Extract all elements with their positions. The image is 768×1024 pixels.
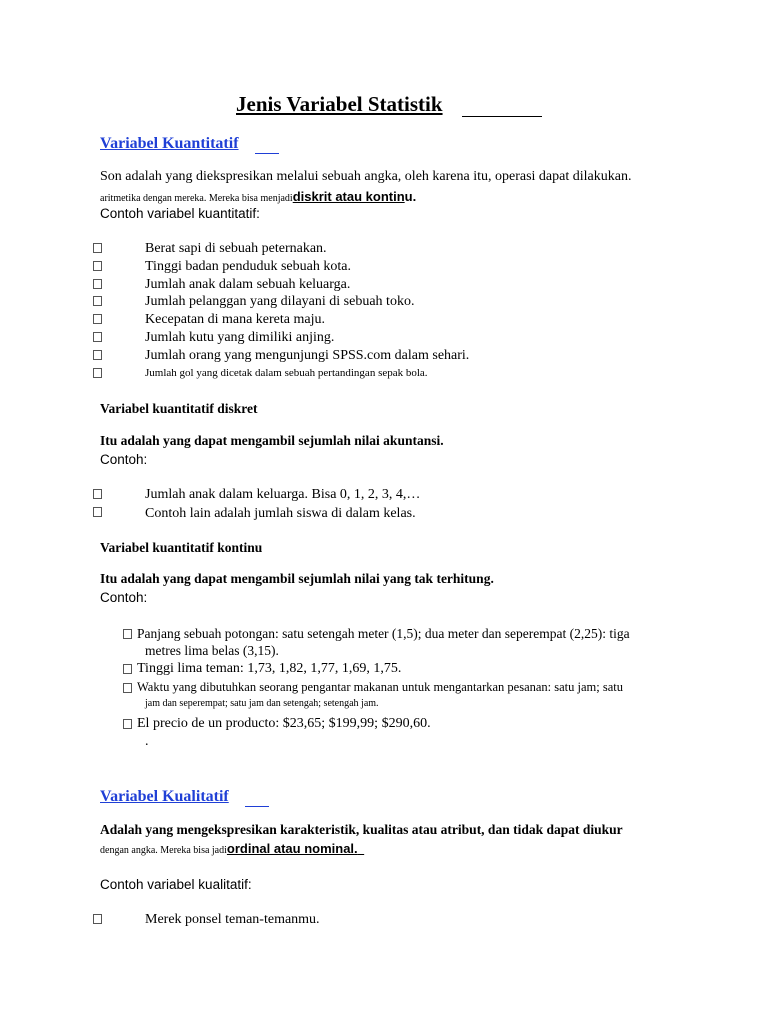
bullet-box-icon [123, 629, 132, 639]
list-item: Berat sapi di sebuah peternakan. [145, 241, 327, 256]
bullet-box-icon [123, 719, 132, 729]
definition-kualitatif-small: dengan angka. Mereka bisa jadi [100, 845, 227, 856]
definition-kualitatif-line-1: Adalah yang mengekspresikan karakteristik, kualitas atau atribut, dan tidak dapat diukur [100, 822, 623, 837]
bullet-box-icon [93, 279, 102, 289]
list-item: El precio de un producto: $23,65; $199,99; $290,60. [137, 716, 431, 731]
intro-line-2 [100, 188, 416, 206]
definition-kualitatif-bold: ordinal atau nominal [226, 841, 355, 856]
bullet-box-icon [123, 664, 132, 674]
examples-label-kuantitatif: Contoh variabel kuantitatif: [100, 206, 260, 221]
list-item: Panjang sebuah potongan: satu setengah meter (1,5); dua meter dan seperempat (2,25): tiga [137, 626, 630, 641]
list-item: Jumlah gol yang dicetak dalam sebuah pertandingan sepak bola. [145, 367, 428, 379]
definition-kualitatif-end: . [354, 841, 358, 856]
bullet-box-icon [123, 683, 132, 693]
list-item: Jumlah orang yang mengunjungi SPSS.com dalam sehari. [145, 348, 470, 363]
heading-kontinu: Variabel kuantitatif kontinu [100, 540, 263, 555]
definition-kualitatif-line-2 [100, 840, 364, 858]
definition-kualitatif-underline-tail [358, 841, 365, 856]
list-item-continuation: jam dan seperempat; satu jam dan setengah; setengah jam. [145, 698, 379, 709]
list-item: Kecepatan di mana kereta maju. [145, 312, 325, 327]
intro-line-2-bold: diskrit atau kontin [292, 189, 405, 204]
list-item-continuation: metres lima belas (3,15). [145, 643, 279, 658]
bullet-box-icon [93, 368, 102, 378]
bullet-box-icon [93, 296, 102, 306]
list-item: Tinggi badan penduduk sebuah kota. [145, 259, 351, 274]
bullet-box-icon [93, 261, 102, 271]
bullet-box-icon [93, 332, 102, 342]
heading-diskret: Variabel kuantitatif diskret [100, 401, 258, 416]
examples-label-kualitatif: Contoh variabel kualitatif: [100, 877, 252, 892]
list-item: Contoh lain adalah jumlah siswa di dalam kelas. [145, 506, 416, 521]
examples-label-diskret: Contoh: [100, 452, 148, 467]
heading-kuantitatif[interactable]: Variabel Kuantitatif [100, 135, 239, 152]
title-underline [462, 116, 542, 117]
definition-kontinu: Itu adalah yang dapat mengambil sejumlah nilai yang tak terhitung. [100, 571, 494, 586]
bullet-box-icon [93, 350, 102, 360]
bullet-box-icon [93, 507, 102, 517]
list-item: Jumlah pelanggan yang dilayani di sebuah toko. [145, 294, 415, 309]
bullet-box-icon [93, 489, 102, 499]
list-item: Jumlah anak dalam keluarga. Bisa 0, 1, 2, 3, 4,… [145, 487, 421, 502]
list-item: Merek ponsel teman-temanmu. [145, 912, 320, 927]
intro-line-2-small: aritmetika dengan mereka. Mereka bisa menjadi [100, 193, 293, 204]
list-dot: . [145, 734, 149, 749]
page-title: Jenis Variabel Statistik [236, 92, 443, 116]
heading-kualitatif-underline [245, 806, 269, 807]
intro-line-2-end: u. [404, 189, 417, 204]
heading-kualitatif[interactable]: Variabel Kualitatif [100, 788, 229, 805]
bullet-box-icon [93, 243, 102, 253]
heading-kuantitatif-underline [255, 153, 279, 154]
list-item: Waktu yang dibutuhkan seorang pengantar makanan untuk mengantarkan pesanan: satu jam; satu [137, 680, 623, 694]
list-item: Jumlah kutu yang dimiliki anjing. [145, 330, 335, 345]
bullet-box-icon [93, 914, 102, 924]
list-item: Tinggi lima teman: 1,73, 1,82, 1,77, 1,69, 1,75. [137, 661, 402, 676]
definition-diskret: Itu adalah yang dapat mengambil sejumlah nilai akuntansi. [100, 433, 444, 448]
bullet-box-icon [93, 314, 102, 324]
intro-line-1: Son adalah yang diekspresikan melalui sebuah angka, oleh karena itu, operasi dapat dilakukan. [100, 169, 632, 184]
examples-label-kontinu: Contoh: [100, 590, 148, 605]
list-item: Jumlah anak dalam sebuah keluarga. [145, 277, 351, 292]
